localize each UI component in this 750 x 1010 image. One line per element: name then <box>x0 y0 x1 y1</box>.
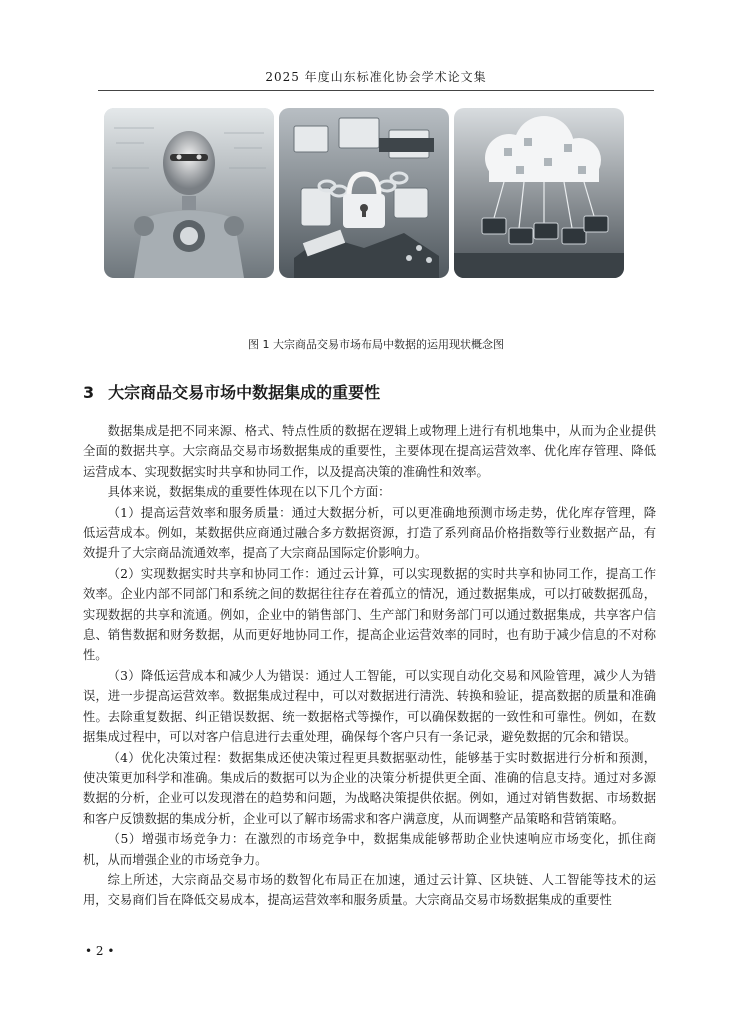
paragraph: （2）实现数据实时共享和协同工作：通过云计算，可以实现数据的实时共享和协同工作，提高工作效率。企业内部不同部门和系统之间的数据往往存在着孤立的情况，通过数据集成，可以打破数据孤岛，实现数据的共享和流通。例如，企业中的销售部门、生产部门和财务部门可以通过数据集成，共享客户信息、销售数据和财务数据，从而更好地协同工作，提高企业运营效率的同时，也有助于减少信息的不对称性。 <box>83 566 656 663</box>
figure-caption: 图 1 大宗商品交易市场布局中数据的运用现状概念图 <box>248 338 504 351</box>
page-number: • 2 • <box>85 944 115 958</box>
paragraph: 数据集成是把不同来源、格式、特点性质的数据在逻辑上或物理上进行有机地集中，从而为企业提供全面的数据共享。大宗商品交易市场数据集成的重要性，主要体现在提高运营效率、优化库存管理、降低运营成本、实现数据实时共享和协同工作，以及提高决策的准确性和效率。 <box>83 424 656 479</box>
paragraph: 具体来说，数据集成的重要性体现在以下几个方面： <box>107 485 391 500</box>
data-security-image <box>279 108 449 278</box>
paragraph: （3）降低运营成本和减少人为错误：通过人工智能，可以实现自动化交易和风险管理，减少人为错误，进一步提高运营效率。数据集成过程中，可以对数据进行清洗、转换和验证，提高数据的质量和准确性。去除重复数据、纠正错误数据、统一数据格式等操作，可以确保数据的一致性和可靠性。例如，在数据集成过程中，可以对客户信息进行去重处理，确保每个客户只有一条记录，避免数据的冗余和错误。 <box>83 668 656 745</box>
paragraph: （1）提高运营效率和服务质量：通过大数据分析，可以更准确地预测市场走势，优化库存管理，降低运营成本。例如，某数据供应商通过融合多方数据资源，打造了系列商品价格指数等行业数据产品，有效提升了大宗商品流通效率，提高了大宗商品国际定价影响力。 <box>83 505 656 561</box>
running-header: 2025 年度山东标准化协会学术论文集 <box>98 68 654 91</box>
robot-image <box>104 108 274 278</box>
figure-images <box>104 108 624 278</box>
section-number: 3 <box>83 383 95 402</box>
cloud-data-image <box>454 108 624 278</box>
paragraph: （5）增强市场竞争力：在激烈的市场竞争中，数据集成能够帮助企业快速响应市场变化，抓住商机，从而增强企业的市场竞争力。 <box>83 832 656 867</box>
paragraph: 综上所述，大宗商品交易市场的数智化布局正在加速，通过云计算、区块链、人工智能等技术的运用，交易商们旨在降低交易成本，提高运营效率和服务质量。大宗商品交易市场数据集成的重要性 <box>83 872 656 908</box>
section-title: 大宗商品交易市场中数据集成的重要性 <box>108 383 381 402</box>
paragraph: （4）优化决策过程：数据集成还使决策过程更具数据驱动性，能够基于实时数据进行分析和预测，使决策更加科学和准确。集成后的数据可以为企业的决策分析提供更全面、准确的信息支持。通过对多源数据的分析，企业可以发现潜在的趋势和问题，为战略决策提供依据。例如，通过对销售数据、市场数据和客户反馈数据的集成分析，企业可以了解市场需求和客户满意度，从而调整产品策略和营销策略。 <box>83 750 656 826</box>
body-text <box>83 421 656 911</box>
section-heading <box>83 380 380 403</box>
